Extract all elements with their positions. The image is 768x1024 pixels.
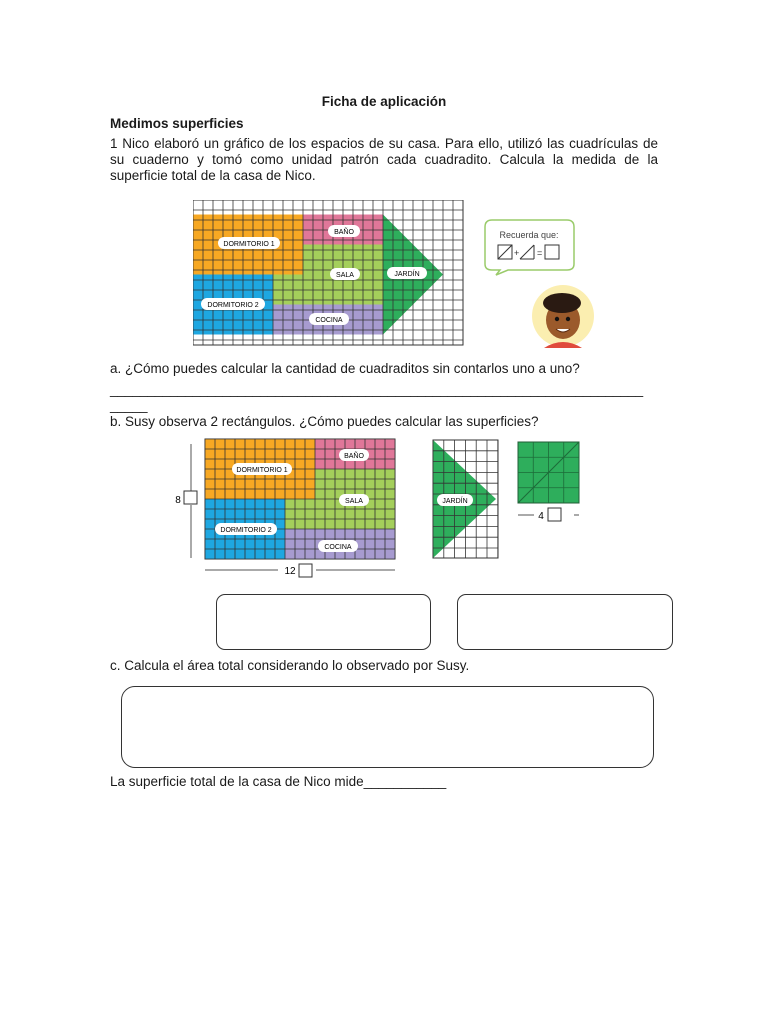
final-statement: La superficie total de la casa de Nico mide___________ (110, 774, 447, 789)
label-bano-b (339, 449, 369, 461)
question-a: a. ¿Cómo puedes calcular la cantidad de cuadraditos sin contarlos uno a uno? (110, 361, 580, 376)
square-side-value: 4 (538, 511, 544, 522)
svg-text:SALA: SALA (345, 498, 363, 505)
callout-text: Recuerda que: (499, 230, 559, 240)
label-jardin (387, 267, 427, 279)
label-cocina (309, 313, 349, 325)
svg-text:JARDÍN: JARDÍN (394, 271, 420, 278)
answer-line-a1: _______________________________________________________________________ (110, 382, 644, 397)
answer-box-c[interactable] (121, 686, 654, 768)
label-bano (328, 225, 360, 237)
svg-text:COCINA: COCINA (324, 544, 352, 551)
svg-text:SALA: SALA (336, 272, 354, 279)
label-cocina-b (318, 540, 358, 552)
svg-text:DORMITORIO 2: DORMITORIO 2 (207, 302, 259, 309)
svg-text:=: = (537, 248, 543, 258)
svg-text:DORMITORIO 2: DORMITORIO 2 (220, 527, 272, 534)
svg-text:BAÑO: BAÑO (344, 453, 364, 460)
answer-line-a2: _____ (110, 398, 148, 413)
height-value: 8 (175, 495, 181, 506)
section-subtitle: Medimos superficies (110, 116, 244, 131)
svg-text:DORMITORIO 1: DORMITORIO 1 (236, 467, 288, 474)
question-c: c. Calcula el área total considerando lo observado por Susy. (110, 658, 470, 673)
reminder-callout (482, 218, 577, 276)
label-sala-b (339, 494, 369, 506)
problem-statement: 1 Nico elaboró un gráfico de los espacios de su casa. Para ello, utilizó las cuadrículas de su cuaderno y tomó como unidad patrón cada cuadradito. Calcula la medida de la superficie total de la casa de Nico. (110, 136, 658, 183)
width-answer-box[interactable] (299, 564, 312, 577)
label-jardin-b (437, 494, 473, 506)
svg-text:BAÑO: BAÑO (334, 229, 354, 236)
page-title: Ficha de aplicación (321, 94, 447, 109)
label-dormitorio-2 (201, 298, 265, 310)
label-dormitorio-1 (218, 237, 280, 249)
label-dormitorio-1-b (232, 463, 292, 475)
width-value: 12 (284, 566, 296, 577)
room-sala-b2 (285, 499, 315, 529)
jardin-figure (432, 439, 500, 561)
square-answer-box[interactable] (548, 508, 561, 521)
child-avatar (530, 284, 596, 348)
rectangle-figure (170, 436, 400, 581)
label-dormitorio-2-b (215, 523, 277, 535)
house-plan-figure (193, 200, 465, 347)
question-b: b. Susy observa 2 rectángulos. ¿Cómo puedes calcular las superficies? (110, 414, 539, 429)
svg-text:JARDÍN: JARDÍN (442, 498, 468, 505)
height-answer-box[interactable] (184, 491, 197, 504)
svg-text:+: + (514, 248, 520, 258)
answer-box-b-right[interactable] (457, 594, 673, 650)
svg-text:COCINA: COCINA (315, 317, 343, 324)
answer-box-b-left[interactable] (216, 594, 431, 650)
label-sala (330, 268, 360, 280)
svg-text:DORMITORIO 1: DORMITORIO 1 (223, 241, 275, 248)
square-figure (512, 441, 592, 525)
